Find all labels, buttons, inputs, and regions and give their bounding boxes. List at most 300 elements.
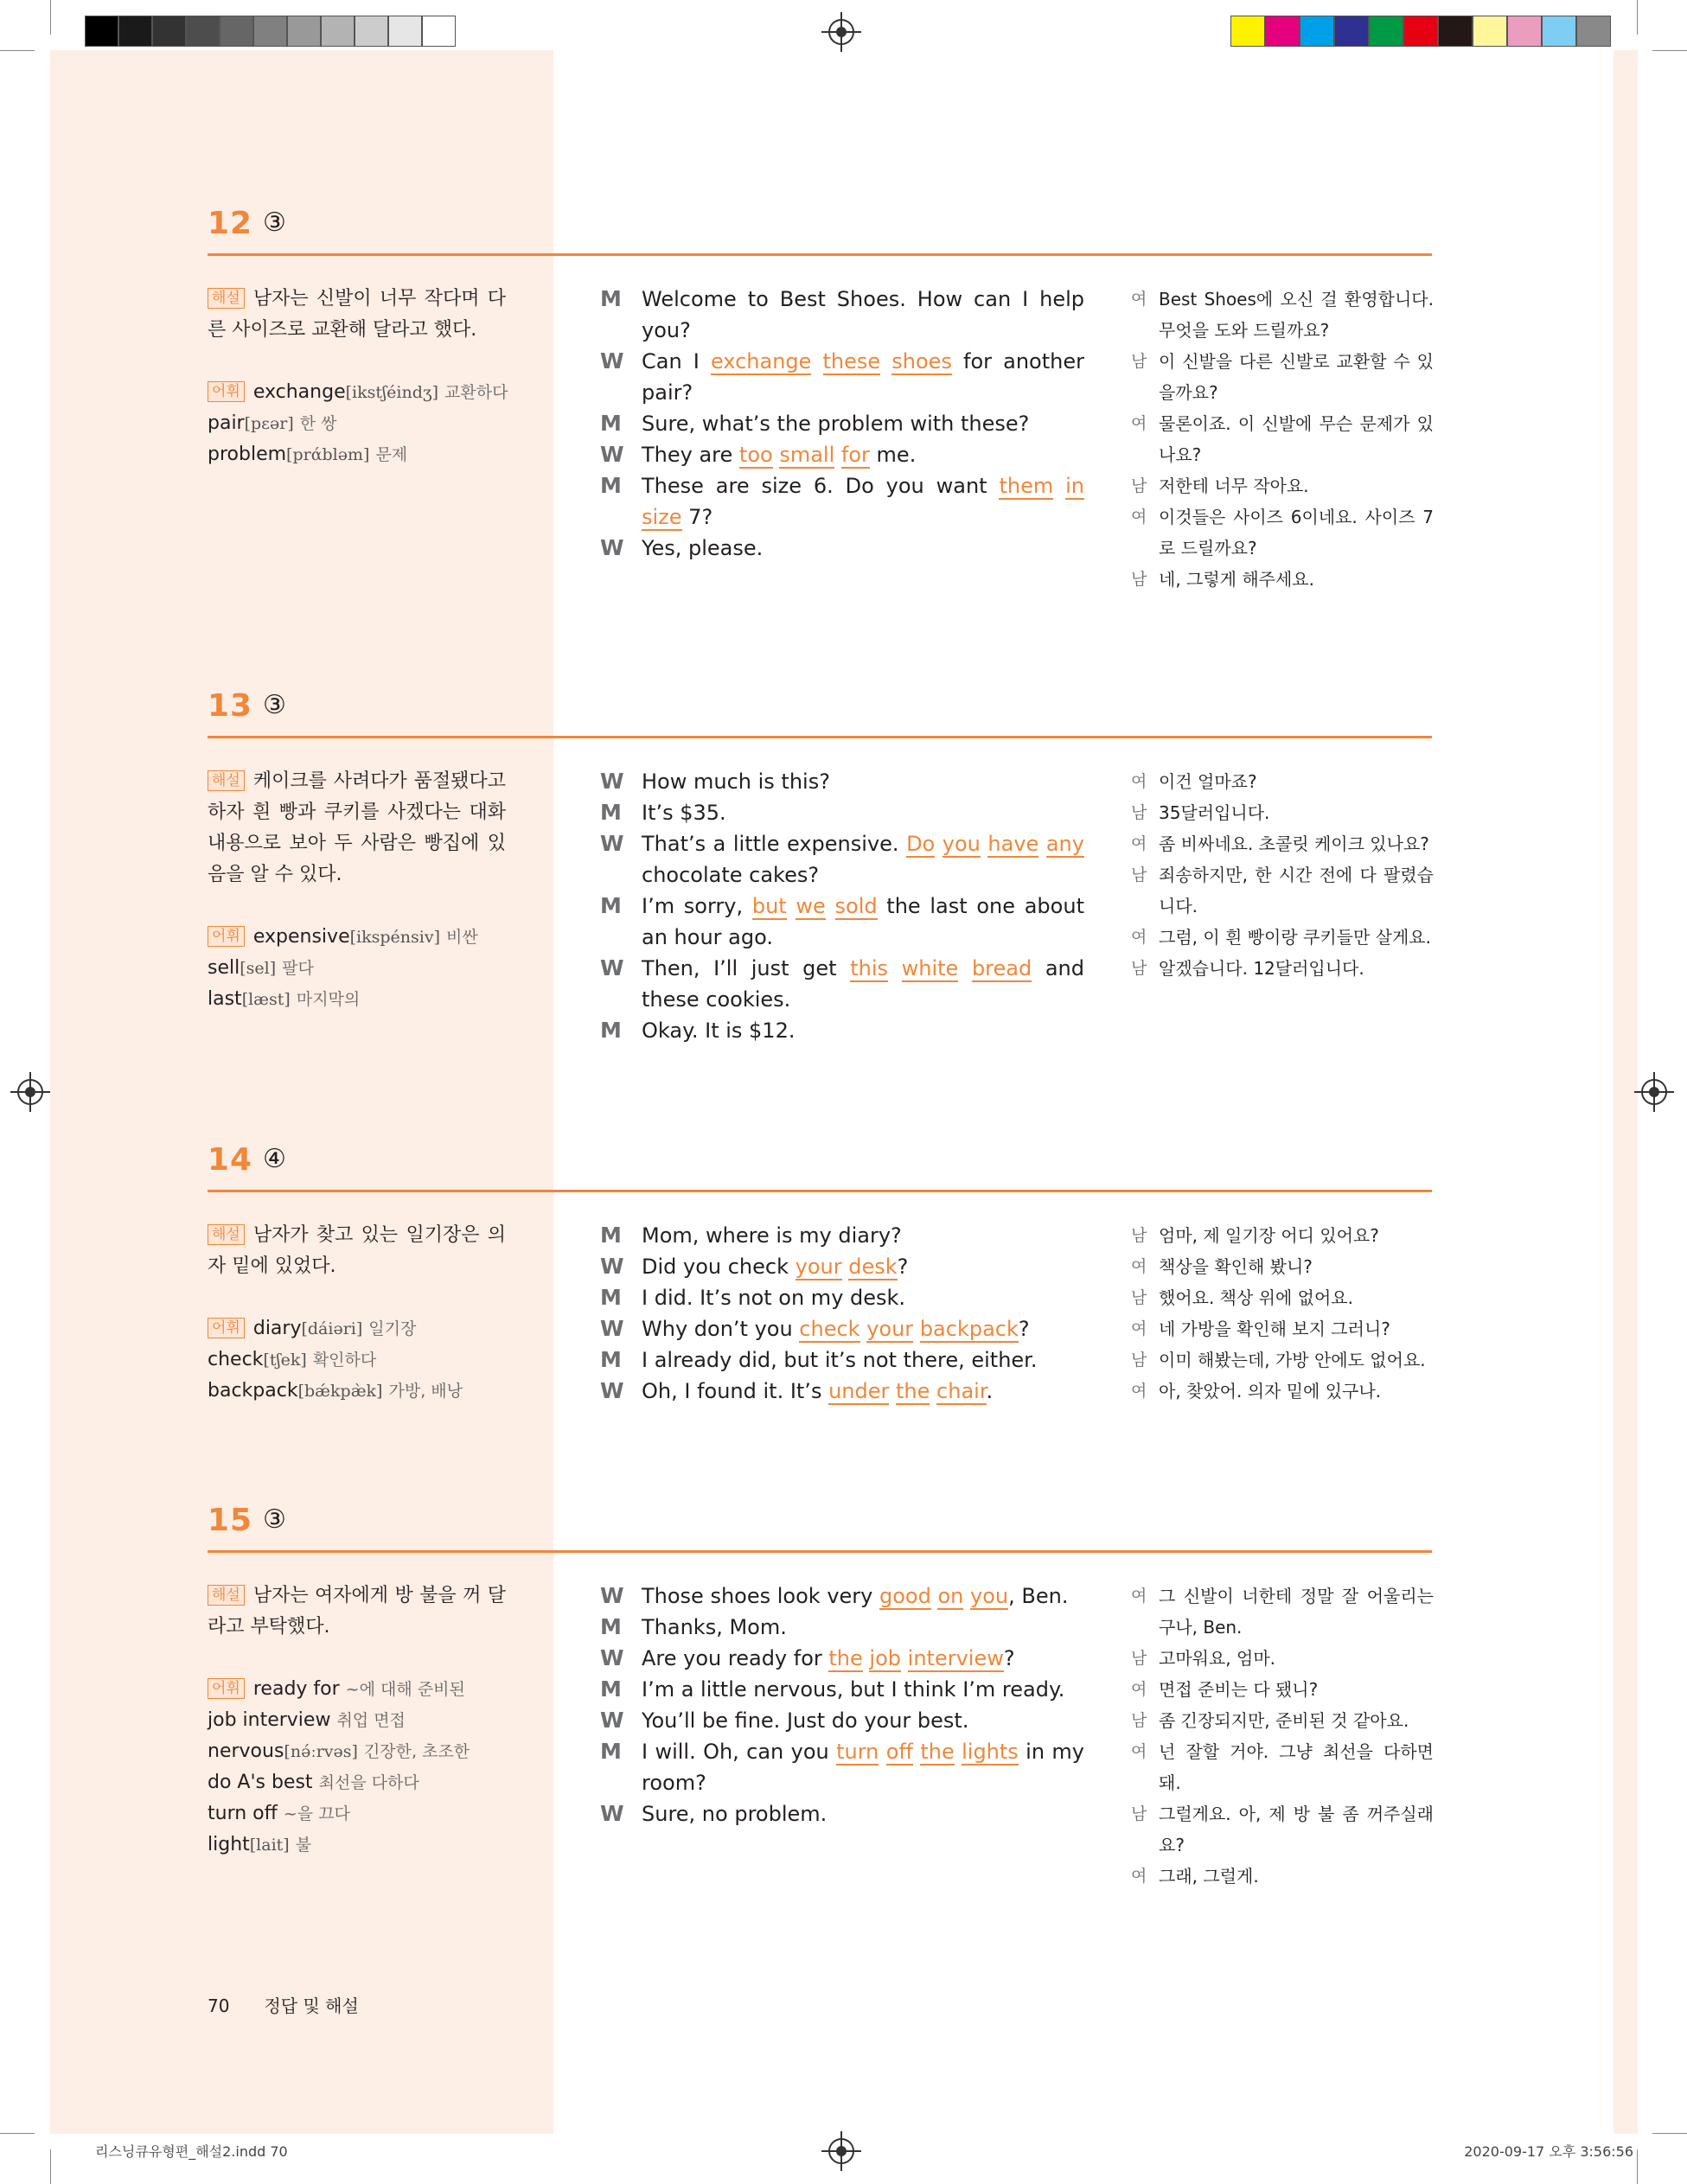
vocab-word: light [208,1834,250,1855]
vocabulary-list [208,377,506,470]
explanation-tag: 해설 [208,770,245,791]
crop-mark [1637,0,1638,35]
dialog-line [600,1344,1084,1376]
vocab-meaning: 가방, 배낭 [388,1382,463,1401]
blank-answer: white [901,956,959,980]
registration-mark-icon [828,2138,854,2164]
dialog-text: I did. It’s not on my desk. [642,1286,906,1310]
blank-answer: interview [907,1646,1004,1670]
translation-text: 책상을 확인해 봤니? [1159,1256,1313,1277]
translation-line [1131,346,1434,408]
speaker-label: 여 [1131,772,1147,791]
speaker-label: W [600,831,624,856]
dialog-text: That’s a little expensive. Do you have any chocolate cakes? [642,832,1084,887]
blank-answer: job [869,1646,902,1670]
dialog-line [600,439,1084,470]
speaker-label: 여 [1131,1867,1147,1886]
speaker-label: M [600,1347,622,1372]
vocab-meaning: 확인하다 [312,1351,377,1370]
dialog-line [600,1643,1084,1674]
vocab-phonetic: [dáiəri] [301,1319,363,1338]
dialog-line [600,1282,1084,1313]
translation-text: 죄송하지만, 한 시간 전에 다 팔렸습니다. [1159,865,1434,916]
vocab-item [208,408,506,439]
color-swatch [1438,16,1473,47]
speaker-label: 여 [1131,508,1147,527]
vocab-phonetic: [tʃek] [263,1351,307,1370]
explanation [208,1581,506,1643]
translation-line [1131,1313,1434,1344]
color-swatch [1265,16,1300,47]
speaker-label: 여 [1131,1319,1147,1338]
speaker-label: M [600,1018,622,1043]
translation-line [1131,1674,1434,1705]
section-title: 정답 및 해설 [264,1996,359,2016]
translation-line [1131,284,1434,346]
dialog-line [600,1612,1084,1643]
vocab-meaning: 긴장한, 초조한 [363,1742,470,1761]
translation-text: 그럴게요. 아, 제 방 불 좀 꺼주실래요? [1159,1804,1434,1855]
blank-answer: off [885,1740,913,1764]
color-swatch [253,16,287,47]
vocabulary-list [208,922,506,1015]
vocab-item [208,1313,506,1344]
vocab-item [208,984,506,1015]
blank-answer: your [866,1317,914,1341]
question-divider [208,1550,1432,1553]
translation-text: 좀 긴장되지만, 준비된 것 같아요. [1159,1710,1409,1731]
dialog-script [600,1581,1084,1830]
dialog-text: It’s $35. [642,801,726,825]
explanation-text: 케이크를 사려다가 품절됐다고 하자 흰 빵과 쿠키를 사겠다는 대화 내용으로 보아 두 사람은 빵집에 있음을 알 수 있다. [208,770,506,885]
dialog-line [600,1220,1084,1251]
color-swatch [1403,16,1438,47]
speaker-label: 여 [1131,1587,1147,1606]
speaker-label: W [600,442,624,467]
color-swatch [186,16,220,47]
speaker-label: 여 [1131,414,1147,433]
blank-answer: you [970,1584,1009,1608]
dialog-line [600,1705,1084,1736]
explanation [208,284,506,346]
crop-mark [0,50,35,51]
explanation-block [208,284,506,470]
dialog-line [600,1798,1084,1830]
dialog-line [600,828,1084,891]
explanation-text: 남자가 찾고 있는 일기장은 의자 밑에 있었다. [208,1224,506,1277]
vocab-meaning: 일기장 [368,1319,417,1338]
dialog-line [600,346,1084,408]
slug-filename: 리스닝큐유형편_해설2.indd 70 [95,2143,288,2160]
dialog-text: Are you ready for the job interview? [642,1646,1015,1670]
registration-mark-icon [17,1079,43,1105]
vocab-word: pair [208,412,245,434]
speaker-label: 여 [1131,928,1147,947]
speaker-label: 남 [1131,1711,1147,1730]
dialog-text: I’m a little nervous, but I think I’m ready. [642,1677,1065,1702]
speaker-label: M [600,1285,622,1310]
speaker-label: M [600,473,622,498]
vocab-item [208,377,506,408]
dialog-text: I already did, but it’s not there, either. [642,1348,1038,1372]
color-swatch [1473,16,1507,47]
dialog-text: Yes, please. [642,536,764,560]
translation-line [1131,1220,1434,1251]
blank-answer: small [779,443,835,467]
crop-mark [1637,2149,1638,2184]
korean-translation [1131,284,1434,595]
vocab-meaning: 교환하다 [444,383,508,402]
translation-line [1131,1344,1434,1376]
dialog-text: Welcome to Best Shoes. How can I help you? [642,287,1084,342]
question-number: 15 [208,1503,253,1538]
translation-line [1131,564,1434,595]
speaker-label: W [600,1254,624,1279]
answer-choice: ③ [263,208,286,238]
translation-line [1131,953,1434,984]
dialog-line [600,1251,1084,1282]
blank-answer: for [840,443,870,467]
speaker-label: W [600,769,624,794]
dialog-text: Mom, where is my diary? [642,1223,902,1248]
translation-text: 알겠습니다. 12달러입니다. [1159,958,1364,979]
explanation-tag: 해설 [208,288,245,309]
translation-line [1131,766,1434,797]
speaker-label: 남 [1131,476,1147,495]
vocab-word: exchange [252,381,346,403]
vocab-meaning: 마지막의 [296,990,361,1009]
translation-text: 이것들은 사이즈 6이네요. 사이즈 7로 드릴까요? [1159,507,1434,559]
vocab-meaning: 문제 [375,445,408,464]
vocab-meaning: 최선을 다하다 [318,1773,419,1792]
blank-answer: good [879,1584,931,1608]
speaker-label: M [600,1676,622,1702]
blank-answer: them [999,474,1054,498]
dialog-script [600,1220,1084,1407]
answer-choice: ③ [263,1504,286,1535]
explanation-block [208,766,506,1015]
translation-line [1131,797,1434,828]
color-swatch [1369,16,1403,47]
vocab-item [208,1767,506,1798]
speaker-label: W [600,1801,624,1826]
translation-text: 이 신발을 다른 신발로 교환할 수 있을까요? [1159,351,1434,403]
explanation-tag: 해설 [208,1224,245,1245]
speaker-label: W [600,955,624,980]
translation-text: 네, 그렇게 해주세요. [1159,569,1314,590]
speaker-label: 남 [1131,352,1147,371]
blank-answer: lights [962,1740,1019,1764]
color-swatch [85,16,118,47]
dialog-text: Did you check your desk? [642,1255,909,1279]
translation-line [1131,1705,1434,1736]
vocab-item [208,1736,506,1767]
explanation-block [208,1220,506,1407]
dialog-line [600,1313,1084,1344]
explanation [208,1220,506,1282]
blank-answer: the [896,1379,930,1403]
vocab-word: problem [208,444,287,465]
speaker-label: 남 [1131,1804,1147,1823]
blank-answer: have [987,832,1039,856]
translation-text: 물론이죠. 이 신발에 무슨 문제가 있나요? [1159,413,1434,465]
speaker-label: 여 [1131,1680,1147,1699]
explanation-text: 남자는 신발이 너무 작다며 다른 사이즈로 교환해 달라고 했다. [208,288,506,341]
blank-answer: any [1045,832,1084,856]
dialog-line [600,1674,1084,1705]
explanation-tag: 해설 [208,1585,245,1606]
speaker-label: 남 [1131,803,1147,822]
speaker-label: 여 [1131,834,1147,853]
crop-mark [50,0,51,35]
blank-answer: we [796,894,826,918]
registration-mark-icon [828,19,854,45]
speaker-label: M [600,800,622,825]
vocab-meaning: 불 [295,1836,312,1855]
color-swatch [321,16,355,47]
crop-mark [1652,2133,1687,2134]
color-swatch [1542,16,1576,47]
color-swatch [388,16,422,47]
question-number: 14 [208,1142,253,1178]
dialog-line [600,891,1084,953]
dialog-line [600,797,1084,828]
blank-answer: too [738,443,773,467]
translation-line [1131,408,1434,470]
dialog-text: Sure, no problem. [642,1802,828,1826]
question-divider [208,1190,1432,1192]
speaker-label: 여 [1131,290,1147,309]
dialog-line [600,1015,1084,1046]
blank-answer: your [795,1255,842,1279]
explanation-text: 남자는 여자에게 방 불을 꺼 달라고 부탁했다. [208,1585,506,1638]
question-number: 12 [208,206,253,241]
translation-text: 아, 찾았어. 의자 밑에 있구나. [1159,1381,1382,1402]
dialog-text: These are size 6. Do you want them in size 7? [642,474,1084,529]
vocab-meaning: 팔다 [282,959,314,978]
blank-answer: but [751,894,787,918]
vocabulary-list [208,1674,506,1861]
vocab-item [208,1344,506,1376]
korean-translation [1131,766,1434,984]
color-swatch [220,16,253,47]
translation-line [1131,859,1434,922]
blank-answer: on [937,1584,964,1608]
color-swatch [287,16,321,47]
korean-translation [1131,1581,1434,1892]
vocab-phonetic: [lait] [249,1836,290,1855]
vocab-item [208,1376,506,1407]
translation-text: 넌 잘할 거야. 그냥 최선을 다하면 돼. [1159,1741,1434,1793]
translation-text: 좀 비싸네요. 초콜릿 케이크 있나요? [1159,833,1429,854]
dialog-text: How much is this? [642,770,830,794]
translation-text: 했어요. 책상 위에 없어요. [1159,1287,1353,1308]
vocab-meaning: 취업 면접 [336,1711,406,1730]
vocab-word: expensive [252,926,350,948]
vocab-item [208,1705,506,1736]
vocab-phonetic: [sel] [240,959,277,978]
speaker-label: 남 [1131,1649,1147,1668]
color-swatch [422,16,456,47]
blank-answer: turn [836,1740,879,1764]
blank-answer: in [1065,474,1084,498]
answer-choice: ③ [263,690,286,720]
color-swatch [152,16,186,47]
vocab-item [208,1798,506,1830]
speaker-label: M [600,286,622,311]
dialog-text: I will. Oh, can you turn off the lights in my room? [642,1740,1084,1795]
translation-text: 저한테 너무 작아요. [1159,476,1309,496]
speaker-label: W [600,1378,624,1403]
vocab-meaning: 한 쌍 [299,414,337,433]
question-divider [208,736,1432,738]
blank-answer: this [850,956,888,980]
page-number: 70 [208,1996,230,2016]
question-number: 13 [208,688,253,724]
speaker-label: M [600,1739,622,1764]
registration-mark-icon [1641,1079,1667,1105]
blank-answer: size [642,505,682,529]
color-swatch [355,16,388,47]
translation-line [1131,1798,1434,1861]
blank-answer: the [828,1646,863,1670]
vocab-word: turn off [208,1803,278,1824]
translation-text: 그래, 그럴게. [1159,1866,1259,1887]
vocab-word: do A's best [208,1772,313,1793]
speaker-label: W [600,348,624,374]
vocab-word: sell [208,957,240,979]
dialog-text: Thanks, Mom. [642,1615,787,1639]
dialog-text: You’ll be fine. Just do your best. [642,1708,969,1733]
blank-answer: shoes [891,349,952,374]
blank-answer: backpack [919,1317,1019,1341]
speaker-label: 남 [1131,865,1147,884]
translation-line [1131,501,1434,564]
translation-text: 35달러입니다. [1159,802,1270,823]
dialog-line [600,533,1084,564]
vocab-phonetic: [prάbləm] [286,445,370,464]
blank-answer: desk [848,1255,898,1279]
color-swatch [1334,16,1369,47]
speaker-label: 남 [1131,1351,1147,1370]
blank-answer: under [828,1379,890,1403]
speaker-label: W [600,1583,624,1608]
vocab-phonetic: [ikstʃéindʒ] [345,383,439,402]
translation-line [1131,828,1434,859]
speaker-label: W [600,1708,624,1733]
vocab-tag: 어휘 [208,926,245,947]
crop-mark [1652,50,1687,51]
speaker-label: M [600,893,622,918]
color-swatch [1507,16,1542,47]
vocab-item [208,439,506,470]
translation-line [1131,1581,1434,1643]
vocab-item [208,922,506,953]
dialog-script [600,766,1084,1046]
vocab-phonetic: [pεər] [244,414,294,433]
vocab-tag: 어휘 [208,1318,245,1338]
slug-timestamp: 2020-09-17 오후 3:56:56 [1464,2143,1633,2160]
dialog-text: Oh, I found it. It’s under the chair. [642,1379,994,1403]
translation-text: 고마워요, 엄마. [1159,1648,1275,1669]
blank-answer: check [799,1317,860,1341]
speaker-label: 여 [1131,1382,1147,1401]
vocab-tag: 어휘 [208,381,245,402]
speaker-label: 여 [1131,1742,1147,1761]
vocab-tag: 어휘 [208,1678,245,1699]
vocab-word: diary [252,1318,302,1339]
vocab-word: last [208,988,242,1010]
vocab-phonetic: [læst] [241,990,291,1009]
vocab-word: backpack [208,1380,298,1402]
vocab-word: nervous [208,1740,284,1762]
dialog-text: Those shoes look very good on you, Ben. [642,1584,1069,1608]
answer-choice: ④ [263,1144,286,1174]
translation-text: 네 가방을 확인해 보지 그러니? [1159,1319,1390,1339]
dialog-script [600,284,1084,564]
translation-line [1131,1861,1434,1892]
vocab-word: job interview [208,1709,331,1731]
dialog-line [600,766,1084,797]
speaker-label: M [600,1614,622,1639]
vocab-word: check [208,1349,264,1370]
color-swatch [1230,16,1265,47]
dialog-text: Okay. It is $12. [642,1019,796,1043]
speaker-label: M [600,411,622,436]
color-swatch [1300,16,1334,47]
speaker-label: 남 [1131,1288,1147,1307]
dialog-text: They are too small for me. [642,443,917,467]
translation-line [1131,1736,1434,1798]
speaker-label: W [600,1645,624,1670]
dialog-text: Why don’t you check your backpack? [642,1317,1030,1341]
speaker-label: W [600,1316,624,1341]
blank-answer: the [920,1740,955,1764]
dialog-line [600,1376,1084,1407]
vocab-word: ready for [252,1678,340,1700]
translation-line [1131,922,1434,953]
translation-text: 엄마, 제 일기장 어디 있어요? [1159,1225,1379,1246]
crop-mark [0,2133,35,2134]
speaker-label: 남 [1131,570,1147,589]
blank-answer: exchange [710,349,812,374]
blank-answer: bread [971,956,1032,980]
translation-text: Best Shoes에 오신 걸 환영합니다. 무엇을 도와 드릴까요? [1159,289,1434,341]
dialog-line [600,953,1084,1015]
dialog-line [600,284,1084,346]
vocab-meaning: ~을 끄다 [283,1804,350,1823]
blank-answer: you [942,832,981,856]
vocabulary-list [208,1313,506,1407]
page-footer [208,1992,393,2017]
vocab-phonetic: [ikspénsiv] [349,928,440,947]
dialog-text: Can I exchange these shoes for another pair? [642,349,1084,405]
speaker-label: 여 [1131,1257,1147,1276]
translation-text: 그럼, 이 흰 빵이랑 쿠키들만 살게요. [1159,927,1431,948]
translation-line [1131,470,1434,501]
crop-mark [50,2149,51,2184]
translation-text: 이건 얼마죠? [1159,771,1257,792]
translation-line [1131,1643,1434,1674]
dialog-line [600,470,1084,533]
translation-line [1131,1282,1434,1313]
vocab-meaning: ~에 대해 준비된 [345,1680,465,1699]
color-swatch [118,16,152,47]
speaker-label: W [600,535,624,560]
korean-translation [1131,1220,1434,1407]
translation-line [1131,1251,1434,1282]
dialog-line [600,1581,1084,1612]
